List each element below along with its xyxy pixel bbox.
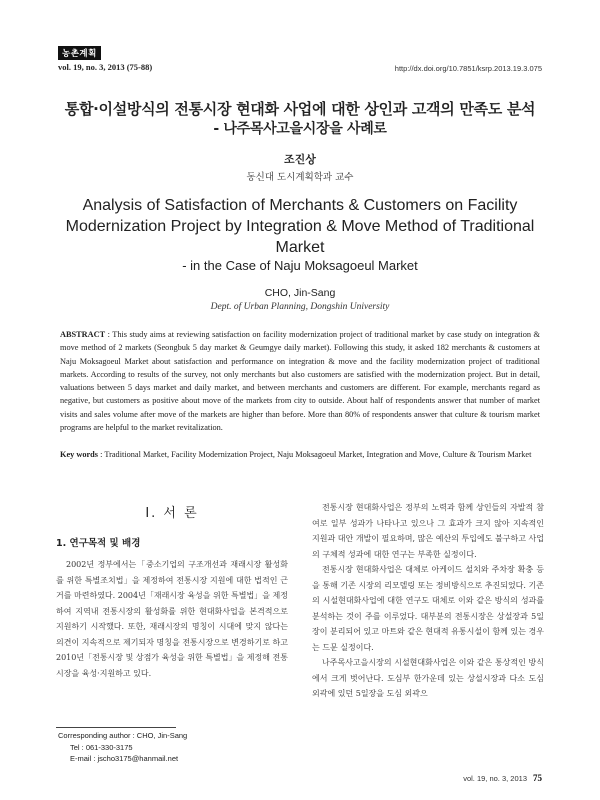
title-korean: 통합·이설방식의 전통시장 현대화 사업에 대한 상인과 고객의 만족도 분석 (64, 100, 536, 118)
journal-logo: 농촌계획 (58, 46, 101, 60)
affiliation-english: Dept. of Urban Planning, Dongshin University (210, 302, 390, 312)
doi-link[interactable]: http://dx.doi.org/10.7851/ksrp.2013.19.3.075 (394, 64, 542, 73)
title-english: Analysis of Satisfaction of Merchants & Customers on Facility Modernization Project by Integration & Move Method of Traditional Market (65, 197, 535, 256)
footnote (58, 730, 187, 765)
left-column (56, 500, 288, 681)
subsection-heading-purpose: 1. 연구목적 및 배경 (56, 538, 141, 549)
keywords-label: Key words (60, 450, 99, 459)
right-column (312, 500, 544, 702)
keywords (60, 448, 540, 461)
paragraph: 나주목사고을시장의 시설현대화사업은 이와 같은 통상적인 방식에서 크게 벗어난다. 도심부 한가운데 있는 상설시장과 다소 도심 외곽에 있던 5일장을 도심 외곽으 (312, 658, 544, 698)
abstract-text: : This study aims at reviewing satisfaction on facility modernization project of traditional market by case study on integration & move method of 2 markets (Seongbuk 5 day market & Geumgye daily market). Following this study, it asked 182 merchants & customers at Naju Moksagoeul Market about satisfaction and performance on integration & move and the facility modernization project of traditional markets. According to results of the survey, not only merchants but also customers are satisfied with the modernization project. But in detail, valuations between 5 days market and daily market, and between merchants and customers are different. For example, merchants regard as negative, but customers as positive about move of the markets from city to outside. About half of respondents answer that number of market visits and sales volume after move of the markets are higher than before. More than 80% of respondents answer that culture & tourism market programs are helpful to the market revitalization. (60, 330, 540, 433)
keywords-text: : Traditional Market, Facility Modernization Project, Naju Moksagoeul Market, Integration and Move, Culture & Tourism Market (98, 450, 532, 459)
footnote-email[interactable]: E-mail : jscho3175@hanmail.net (70, 754, 179, 763)
affiliation-korean: 동신대 도시계획학과 교수 (246, 172, 354, 183)
abstract (60, 328, 540, 434)
page-number: 75 (533, 773, 542, 783)
page-footer (463, 773, 542, 783)
subtitle-english: - in the Case of Naju Moksagoeul Market (182, 258, 418, 273)
footnote-tel: Tel : 061-330-3175 (70, 742, 133, 752)
paragraph: 2002년 정부에서는「중소기업의 구조개선과 재래시장 활성화를 위한 특별조치법」을 제정하여 전통시장 지원에 대한 법적인 근거를 마련하였다. 2004년「재래시장 육성을 위한 특별법」을 제정하여 지역내 전통시장의 활성화를 위한 현대화사업을 본격적으로 지원하기 시작했다. 또한, 재래시장의 명칭이 시대에 맞지 않다는 의견이 지속적으로 제기되자 명칭을 전통시장으로 변경하기로 하고 2010년「전통시장 및 상점가 육성을 위한 특별법」을 제정해 전통시장을 육성·지원하고 있다. (56, 560, 288, 678)
footer-issue: vol. 19, no. 3, 2013 (463, 774, 527, 783)
volume-issue: vol. 19, no. 3, 2013 (75-88) (58, 62, 153, 72)
paragraph: 전통시장 현대화사업은 대체로 아케이드 설치와 주차장 확충 등을 통해 기존 시장의 리모델링 또는 정비방식으로 추진되었다. 기존의 시설현대화사업에 대한 연구도 대체로 이와 같은 방식의 성과를 분석하는 것이 주를 이루었다. 대부분의 전통시장은 상설장과 5일장이 분리되어 있고 마트와 같은 현대적 유통시설이 함께 있는 경우는 드문 실정이다. (312, 565, 544, 652)
abstract-label: ABSTRACT (60, 330, 106, 339)
footnote-divider (56, 727, 176, 728)
author-korean: 조진상 (284, 153, 316, 166)
footnote-author: Corresponding author : CHO, Jin-Sang (58, 731, 188, 740)
subtitle-korean: - 나주목사고을시장을 사례로 (213, 121, 387, 137)
section-heading-introduction: I. 서 론 (145, 506, 199, 521)
paragraph: 전통시장 현대화사업은 정부의 노력과 함께 상인들의 자발적 참여로 일부 성과가 나타나고 있으나 그 효과가 크지 않아 지속적인 지원과 대안 개발이 필요하며, 많은 예산의 투입에도 불구하고 사업의 구체적 성과에 대한 연구는 부족한 실정이다. (312, 503, 544, 559)
author-english: CHO, Jin-Sang (264, 287, 336, 299)
